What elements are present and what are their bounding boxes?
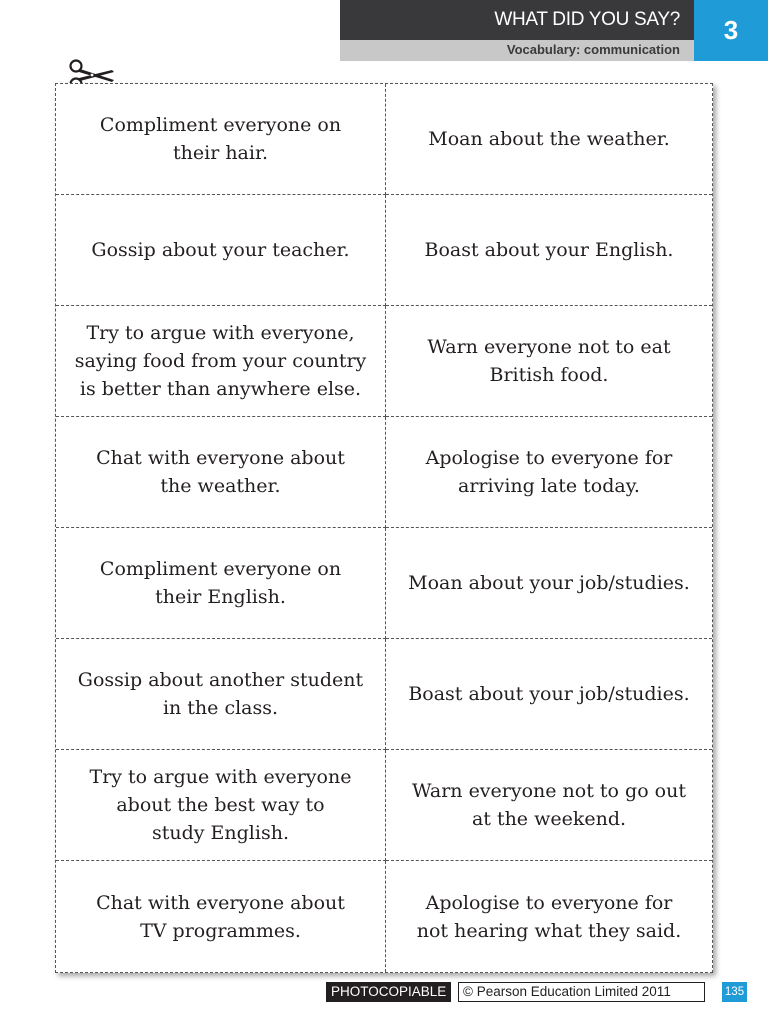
card-left-8: Chat with everyone about TV programmes.: [56, 861, 386, 972]
card-left-3: Try to argue with everyone, saying food from your country is better than anywhere else.: [56, 306, 386, 417]
card-left-6: Gossip about another student in the class.: [56, 639, 386, 750]
card-left-4: Chat with everyone about the weather.: [56, 417, 386, 528]
header-subtitle-bar: [340, 40, 694, 61]
card-right-8: Apologise to everyone for not hearing what they said.: [416, 891, 682, 942]
card-left-2: Gossip about your teacher.: [56, 195, 386, 306]
card-right-3: Warn everyone not to eat British food.: [386, 306, 712, 417]
card-sheet: [55, 83, 713, 973]
card-right-7: Warn everyone not to go out at the weekend.: [386, 750, 712, 861]
copyright-notice: © Pearson Education Limited 2011: [458, 982, 705, 1002]
photocopiable-label: PHOTOCOPIABLE: [326, 982, 451, 1002]
card-left-5: Compliment everyone on their English.: [56, 528, 386, 639]
page-subtitle: Vocabulary: communication: [506, 42, 680, 57]
card-right-5: Moan about your job/studies.: [386, 528, 712, 639]
page-number: 135: [722, 982, 747, 1002]
card-right-4: Apologise to everyone for arriving late today.: [386, 417, 712, 528]
page-title: WHAT DID YOU SAY?: [494, 9, 680, 30]
card-right-2: Boast about your English.: [386, 195, 712, 306]
card-left-1: Compliment everyone on their hair.: [56, 84, 386, 195]
header-title-bar: [340, 0, 694, 40]
unit-number-badge: 3: [694, 0, 768, 61]
card-left-7: Try to argue with everyone about the best way to study English.: [56, 750, 386, 861]
card-right-6: Boast about your job/studies.: [386, 639, 712, 750]
card-right-1: Moan about the weather.: [386, 84, 712, 195]
